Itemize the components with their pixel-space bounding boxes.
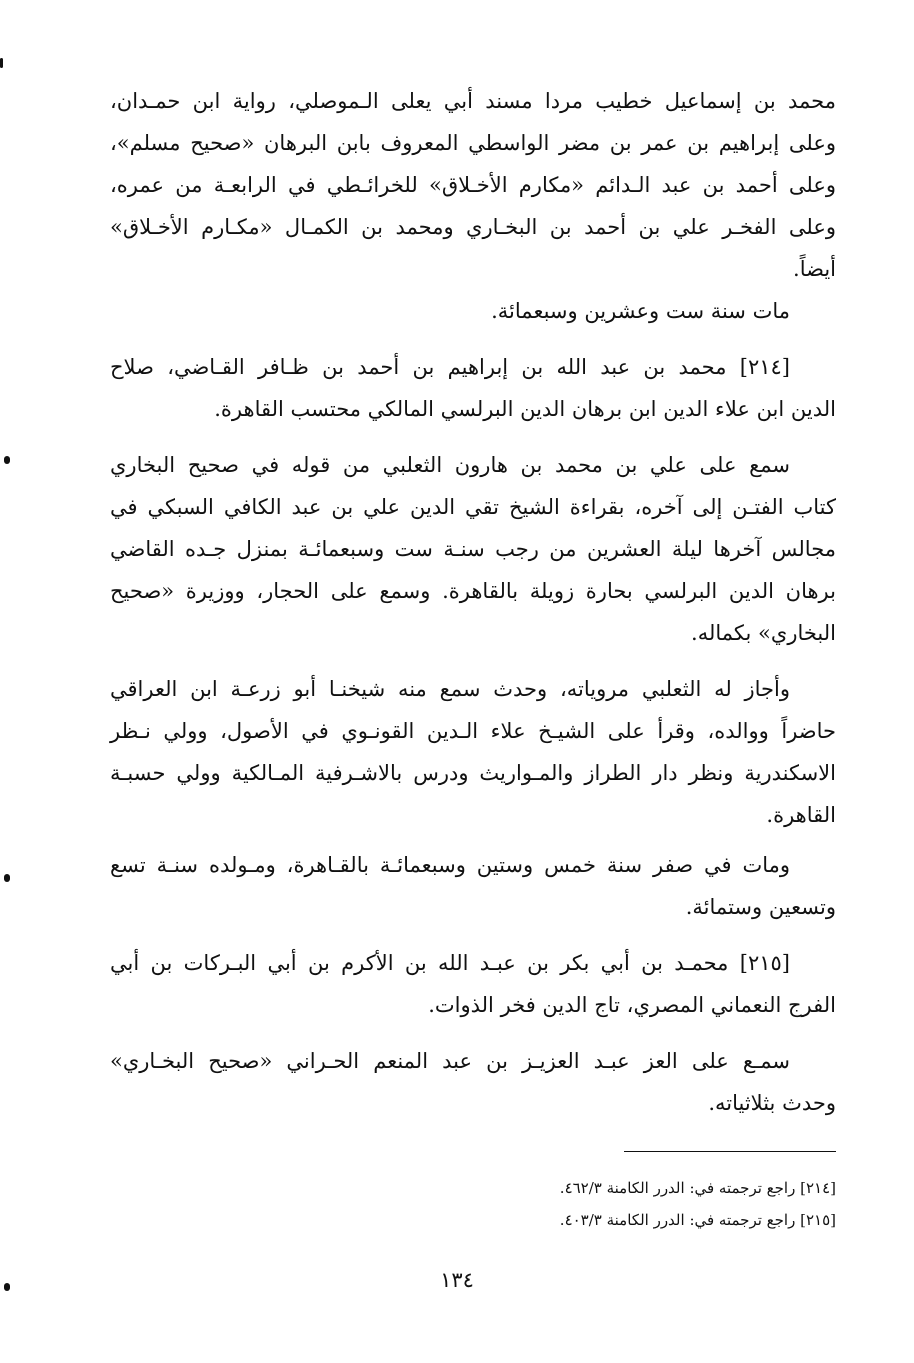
paragraph	[110, 844, 836, 928]
text-line: سمع على علي بن محمد بن هارون الثعلبي من قوله في صحيح البخاري	[110, 453, 790, 477]
scan-mark	[4, 456, 10, 464]
scan-mark	[4, 874, 10, 882]
text-line: أيضاً.	[793, 257, 836, 281]
paragraph	[110, 444, 836, 654]
entry-heading-215	[110, 942, 836, 1026]
text-line: وعلى إبراهيم بن عمر بن مضر الواسطي المعروف بابن البرهان «صحيح مسلم»،	[110, 131, 836, 155]
text-line: سمـع على العز عبـد العزيـز بن عبد المنعم الحـراني «صحيح البخـاري»	[110, 1049, 790, 1073]
text-line: محمد بن إسماعيل خطيب مردا مسند أبي يعلى الـموصلي، رواية ابن حمـدان،	[110, 89, 836, 113]
text-line: كتاب الفتـن إلى آخره، بقراءة الشيخ تقي الدين علي بن عبد الكافي السبكي في	[110, 495, 836, 519]
footnotes	[110, 1172, 836, 1236]
text-line: حاضراً ووالده، وقرأ على الشيـخ علاء الـدين القونـوي في الأصول، وولي نـظر	[110, 719, 836, 743]
footnote-214: [٢١٤] راجع ترجمته في: الدرر الكامنة ٤٦٢/٣.	[559, 1179, 836, 1197]
text-line: برهان الدين البرلسي بحارة زويلة بالقاهرة. وسمع على الحجار، ووزيرة «صحيح	[110, 579, 836, 603]
paragraph	[110, 80, 836, 290]
text-line: [٢١٤] محمد بن عبد الله بن إبراهيم بن أحمد بن ظـافر القـاضي، صلاح	[110, 355, 790, 379]
text-line: البخاري» بكماله.	[691, 621, 836, 645]
text-line: [٢١٥] محمـد بن أبي بكر بن عبـد الله بن الأكرم بن أبي البـركات بن أبي	[110, 951, 790, 975]
text-line: وعلى الفخـر علي بن أحمد بن البخـاري ومحمد بن الكمـال «مكـارم الأخـلاق»	[110, 215, 836, 239]
text-line: مات سنة ست وعشرين وسبعمائة.	[491, 299, 790, 323]
page-number: ١٣٤	[440, 1268, 474, 1292]
paragraph	[110, 668, 836, 836]
paragraph	[110, 290, 836, 332]
text-line: وتسعين وستمائة.	[685, 895, 836, 919]
text-line: الفرج النعماني المصري، تاج الدين فخر الذوات.	[428, 993, 836, 1017]
paragraph	[110, 1040, 836, 1124]
text-line: الاسكندرية ونظر دار الطراز والمـواريث ودرس بالاشـرفية المـالكية وولي حسبـة	[110, 761, 836, 785]
text-line: وأجاز له الثعلبي مروياته، وحدث سمع منه شيخنـا أبو زرعـة ابن العراقي	[110, 677, 790, 701]
page-body	[110, 80, 836, 1124]
entry-heading-214	[110, 346, 836, 430]
footnote-divider	[624, 1151, 836, 1152]
scan-mark	[0, 58, 3, 68]
footnote-215: [٢١٥] راجع ترجمته في: الدرر الكامنة ٤٠٣/٣.	[559, 1211, 836, 1229]
text-line: وعلى أحمد بن عبد الـدائم «مكارم الأخـلاق» للخرائـطي في الرابعـة من عمره،	[110, 173, 836, 197]
text-line: الدين ابن علاء الدين ابن برهان الدين البرلسي المالكي محتسب القاهرة.	[214, 397, 836, 421]
text-line: ومات في صفر سنة خمس وستين وسبعمائـة بالقـاهرة، ومـولده سنـة تسع	[110, 853, 790, 877]
text-line: القاهرة.	[766, 803, 836, 827]
text-line: مجالس آخرها ليلة العشرين من رجب سنـة ست وسبعمائـة بمنزل جـده القاضي	[110, 537, 836, 561]
scan-mark	[4, 1283, 10, 1291]
text-line: وحدث بثلاثياته.	[708, 1091, 836, 1115]
